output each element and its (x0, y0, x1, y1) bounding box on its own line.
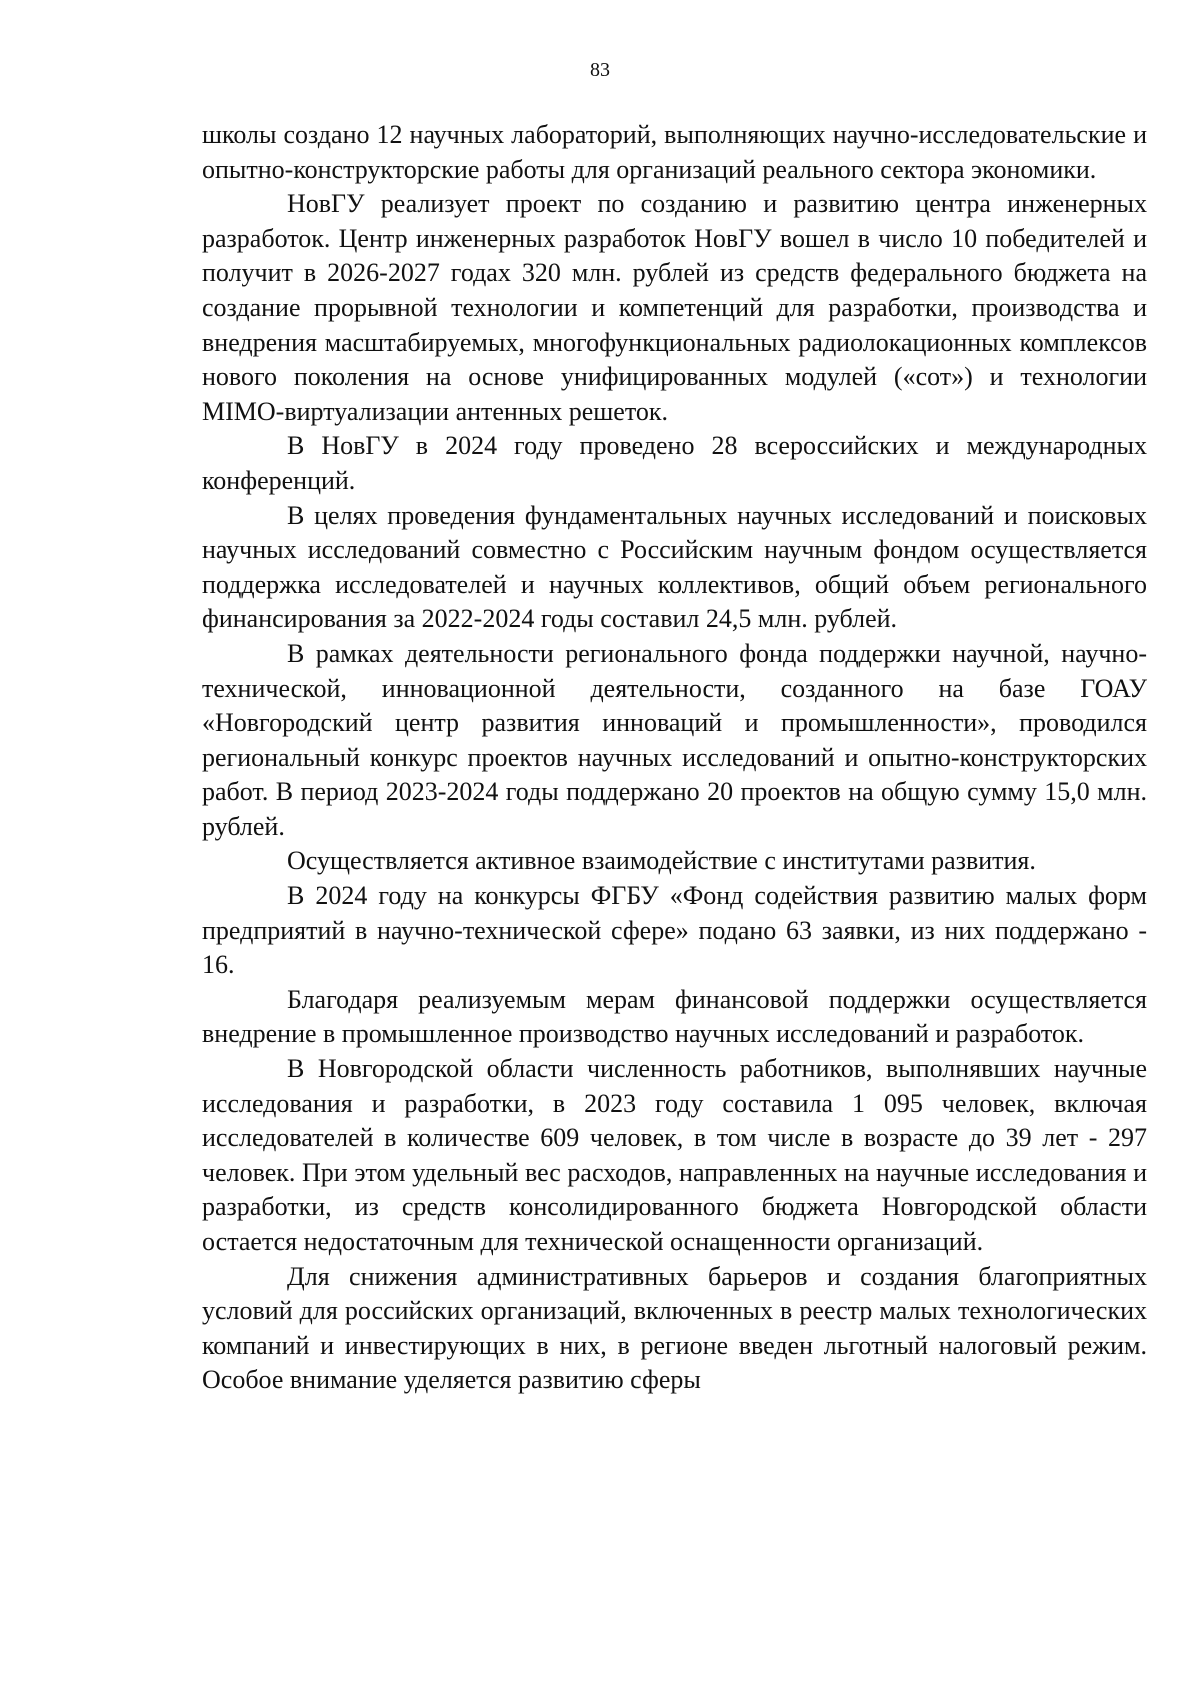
paragraph-6: Осуществляется активное взаимодействие с институтами развития. (287, 846, 1036, 876)
body-text (202, 118, 1147, 1398)
page-number: 83 (590, 59, 610, 81)
paragraph-3: В НовГУ в 2024 году проведено 28 всероссийских и международных конференций. (202, 431, 1147, 495)
paragraph-7: В 2024 году на конкурсы ФГБУ «Фонд содействия развитию малых форм предприятий в научно-технической сфере» подано 63 заявки, из них поддержано - 16. (202, 881, 1147, 980)
paragraph-10: Для снижения административных барьеров и создания благоприятных условий для российских организаций, включенных в реестр малых технологических компаний и инвестирующих в них, в регионе введен льготный налоговый режим. Особое внимание уделяется развитию сферы (202, 1261, 1147, 1395)
paragraph-4: В целях проведения фундаментальных научных исследований и поисковых научных исследований совместно с Российским научным фондом осуществляется поддержка исследователей и научных коллективов, общий объем регионального финансирования за 2022-2024 годы составил 24,5 млн. рублей. (202, 500, 1147, 634)
paragraph-8: Благодаря реализуемым мерам финансовой поддержки осуществляется внедрение в промышленное производство научных исследований и разработок. (202, 984, 1147, 1049)
paragraph-9: В Новгородской области численность работников, выполнявших научные исследования и разработки, в 2023 году составила 1 095 человек, включая исследователей в количестве 609 человек, в том числе в возрасте до 39 лет - 297 человек. При этом удельный вес расходов, направленных на научные исследования и разработки, из средств консолидированного бюджета Новгородской области остается недостаточным для технической оснащенности организаций. (202, 1054, 1147, 1256)
paragraph-2: НовГУ реализует проект по созданию и развитию центра инженерных разработок. Центр инженерных разработок НовГУ вошел в число 10 победителей и получит в 2026-2027 годах 320 млн. рублей из средств федерального бюджета на создание прорывной технологии и компетенций для разработки, производства и внедрения масштабируемых, многофункциональных радиолокационных комплексов нового поколения на основе унифицированных модулей («сот») и технологии MIMO-виртуализации антенных решеток. (202, 189, 1147, 426)
paragraph-1: школы создано 12 научных лабораторий, выполняющих научно-исследовательские и опытно-конструкторские работы для организаций реального сектора экономики. (202, 120, 1147, 184)
paragraph-5: В рамках деятельности регионального фонда поддержки научной, научно-технической, инновационной деятельности, созданного на базе ГОАУ «Новгородский центр развития инноваций и промышленности», проводился региональный конкурс проектов научных исследований и опытно-конструкторских работ. В период 2023-2024 годы поддержано 20 проектов на общую сумму 15,0 млн. рублей. (202, 638, 1147, 841)
